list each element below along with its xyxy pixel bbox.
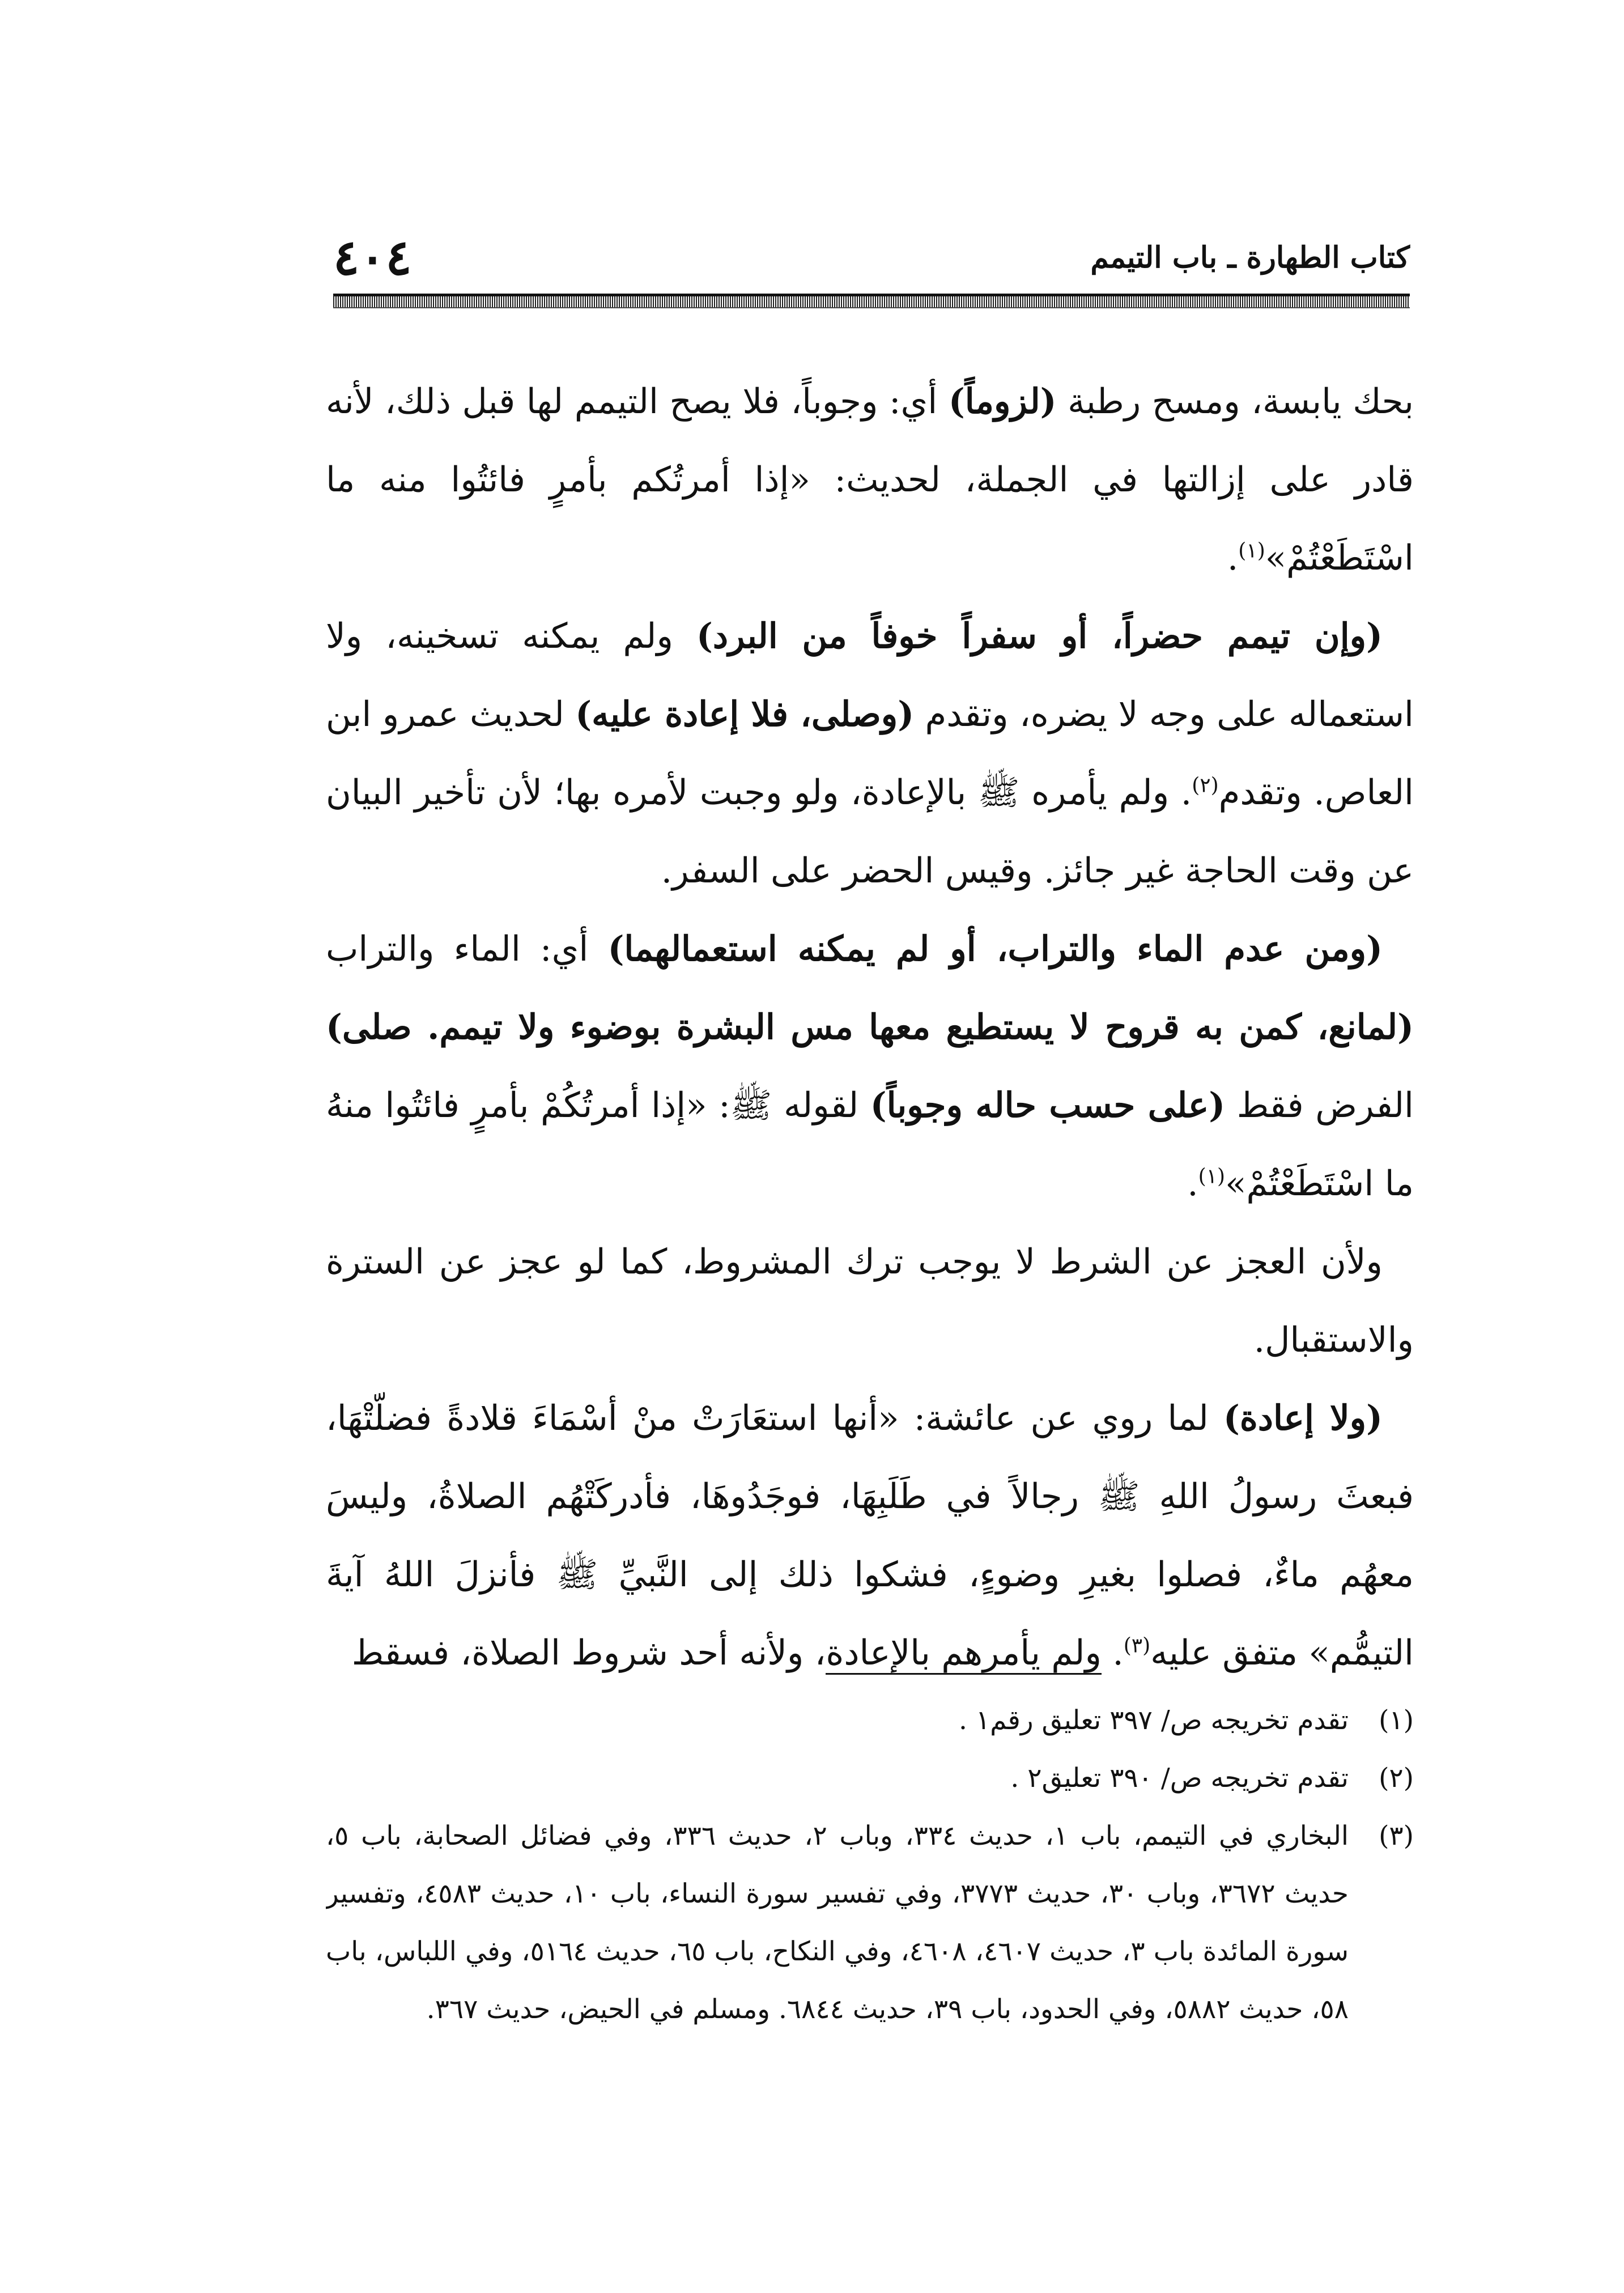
chapter-title: كتاب الطهارة ـ باب التيمم	[1090, 240, 1410, 275]
text-run: .	[1101, 1633, 1124, 1673]
text-run: ولأن العجز عن الشرط لا يوجب ترك المشروط، كما لو عجز عن السترة والاستقبال.	[326, 1242, 1414, 1360]
footnote-number: (٢)	[1379, 1763, 1414, 1794]
footnote-text: البخاري في التيمم، باب ١، حديث ٣٣٤، وباب ٢، حديث ٣٣٦، وفي فضائل الصحابة، باب ٥، حديث ٣٦٧٢، وباب ٣٠، حديث ٣٧٧٣، وفي تفسير سورة النساء، باب ١٠، حديث ٤٥٨٣، وتفسير سورة المائدة باب ٣، حديث ٤٦٠٧، ٤٦٠٨، وفي النكاح، باب ٦٥، حديث ٥١٦٤، وفي اللباس، باب ٥٨، حديث ٥٨٨٢، وفي الحدود، باب ٣٩، حديث ٦٨٤٤. ومسلم في الحيض، حديث ٣٦٧.	[326, 1820, 1349, 2025]
paragraph	[326, 597, 1414, 910]
paragraph	[326, 1379, 1414, 1683]
bold-text-run: (ومن عدم الماء والتراب، أو لم يمكنه استعمالهما)	[607, 929, 1383, 969]
bold-text-run: (وإن تيمم حضراً، أو سفراً خوفاً من البرد)	[696, 616, 1383, 656]
text-run: لحديث عمرو ابن العاص. وتقدم	[326, 694, 1414, 813]
bold-text-run: (لزوماً)	[948, 381, 1057, 422]
bold-text-run: (على حسب حاله وجوباً)	[870, 1085, 1226, 1126]
text-run: . ولم يأمره ﷺ بالإعادة، ولو وجبت لأمره بها؛ لأن تأخير البيان عن وقت الحاجة غير جائز. وقيس الحضر على السفر.	[326, 772, 1414, 891]
bold-text-run: (لمانع، كمن به قروح لا يستطيع معها مس البشرة بوضوء ولا تيمم. صلى)	[326, 1007, 1414, 1047]
text-run: الفرض فقط	[1225, 1085, 1414, 1126]
text-run: أي: الماء والتراب	[326, 929, 608, 969]
bold-text-run: (ولا إعادة)	[1223, 1398, 1383, 1438]
header-divider	[333, 294, 1410, 308]
footnote-text: تقدم تخريجه ص/ ٣٩٧ تعليق رقم١ .	[959, 1705, 1349, 1736]
main-text	[326, 363, 1414, 1683]
footnote-text: تقدم تخريجه ص/ ٣٩٠ تعليق٢ .	[1010, 1763, 1349, 1794]
paragraph	[326, 910, 1414, 1223]
text-run: .	[1187, 1164, 1198, 1204]
footnote	[326, 1807, 1414, 2039]
running-header	[333, 230, 1410, 286]
text-run: لقوله ﷺ: «إذا أمرتُكُمْ بأمرٍ فائتُوا منهُ ما اسْتَطَعْتُمْ»	[326, 1085, 1414, 1204]
footnote-number: (٣)	[1379, 1820, 1414, 1852]
footnotes	[326, 1692, 1414, 2100]
footnote	[326, 1692, 1414, 1750]
footnote-reference: (١)	[1238, 539, 1265, 563]
text-run: .	[1227, 538, 1239, 578]
bold-text-run: (وصلى، فلا إعادة عليه)	[575, 694, 915, 734]
text-run: بحك يابسة، ومسح رطبة	[1056, 381, 1414, 422]
footnote-number: (١)	[1379, 1705, 1414, 1736]
text-run: أي: وجوباً، فلا يصح التيمم لها قبل ذلك، لأنه قادر على إزالتها في الجملة، لحديث: «إذا أمرتُكم بأمرٍ فائتُوا منه ما اسْتَطَعْتُمْ»	[326, 381, 1414, 578]
paragraph	[326, 363, 1414, 597]
text-run: ، ولأنه أحد شروط الصلاة، فسقط	[351, 1633, 826, 1673]
footnote-reference: (١)	[1198, 1165, 1226, 1188]
text-run: ولم يمكنه تسخينه، ولا استعماله على وجه لا يضره، وتقدم	[326, 616, 1414, 734]
footnote-reference: (٢)	[1192, 774, 1219, 797]
underlined-text-run: ولم يأمرهم بالإعادة	[826, 1633, 1102, 1675]
text-run: لما روي عن عائشة: «أنها استعَارَتْ منْ أسْمَاءَ قلادةً فضلّتْهَا، فبعثَ رسولُ اللهِ ﷺ رجالاً في طَلَبِهَا، فوجَدُوهَا، فأدركَتْهُم الصلاةُ، وليسَ معهُم ماءٌ، فصلوا بغيرِ وضوءٍ، فشكوا ذلك إلى النَّبيِّ ﷺ فأنزلَ اللهُ آيةَ التيمُّم» متفق عليه	[326, 1398, 1414, 1673]
page-number: ٤٠٤	[333, 229, 412, 286]
footnote-reference: (٣)	[1123, 1634, 1151, 1658]
paragraph	[326, 1223, 1414, 1379]
footnote	[326, 1750, 1414, 1807]
